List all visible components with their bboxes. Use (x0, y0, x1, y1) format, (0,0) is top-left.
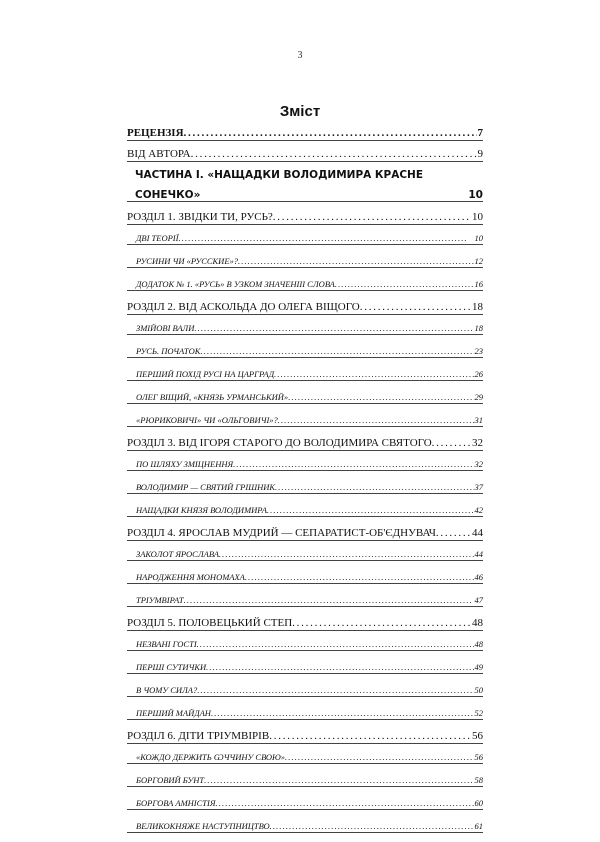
toc-entry-page: 26 (474, 369, 483, 379)
toc-entry-page: 16 (474, 279, 483, 289)
dot-leader (245, 572, 474, 582)
toc-entry-section[interactable] (127, 817, 483, 833)
toc-entry-page: 47 (474, 595, 483, 605)
toc-entry-section[interactable] (127, 658, 483, 674)
dot-leader (197, 685, 473, 695)
toc-entry-section[interactable] (127, 252, 483, 268)
dot-leader (184, 595, 474, 605)
toc-entry-title: РОЗДІЛ 6. ДІТИ ТРІУМВІРІВ (127, 730, 270, 742)
toc-entry-page: 60 (474, 798, 483, 808)
toc-entry-section[interactable] (127, 342, 483, 358)
dot-leader (288, 392, 473, 402)
toc-entry-title: РУСИНИ ЧИ «РУССКИЕ»? (136, 256, 239, 266)
dot-leader (206, 662, 473, 672)
dot-leader (432, 437, 471, 449)
toc-entry-title: БОРГОВА АМНІСТІЯ (136, 798, 216, 808)
dot-leader (436, 527, 471, 539)
toc-entry-page: 37 (474, 482, 483, 492)
toc-entry-title: РОЗДІЛ 5. ПОЛОВЕЦЬКИЙ СТЕП (127, 617, 293, 629)
toc-entry-part[interactable] (127, 167, 483, 202)
toc-entry-title: РОЗДІЛ 4. ЯРОСЛАВ МУДРИЙ — СЕПАРАТИСТ-ОБ'ЄДНУВАЧ (127, 527, 436, 539)
toc-entry-page: 61 (474, 821, 483, 831)
dot-leader (238, 256, 473, 266)
toc-entry-section[interactable] (127, 275, 483, 291)
dot-leader (270, 821, 474, 831)
toc-title: Зміст (279, 103, 321, 120)
dot-leader (275, 482, 474, 492)
dot-leader (278, 415, 474, 425)
dot-leader (269, 730, 471, 742)
part-title-line1: ЧАСТИНА I. «НАЩАДКИ ВОЛОДИМИРА КРАСНЕ (135, 169, 424, 181)
toc-entry-page: 44 (472, 527, 483, 539)
toc-entry-page: 10 (474, 233, 483, 243)
toc-entry-page: 50 (474, 685, 483, 695)
toc-entry-page: 9 (477, 148, 483, 160)
toc-entry-section[interactable] (127, 501, 483, 517)
page-number: 3 (297, 50, 303, 61)
toc-entry-chapter[interactable] (127, 434, 483, 451)
toc-entry-page: 10 (472, 211, 483, 223)
toc-entry-title: ДОДАТОК № 1. «РУСЬ» В УЗКОМ ЗНАЧЕНІІІ СЛОВА (136, 279, 335, 289)
dot-leader (360, 301, 471, 313)
toc-entry-title: В ЧОМУ СИЛА? (136, 685, 198, 695)
toc-entry-title: РОЗДІЛ 2. ВІД АСКОЛЬДА ДО ОЛЕГА ВІЩОГО (127, 301, 360, 313)
toc-entry-page: 42 (474, 505, 483, 515)
dot-leader (194, 323, 473, 333)
toc-entry-page: 7 (477, 127, 483, 139)
dot-leader (335, 279, 474, 289)
toc-entry-page: 10 (468, 189, 483, 201)
toc-entry-page: 32 (472, 437, 483, 449)
toc-entry-title: «РЮРИКОВИЧІ» ЧИ «ОЛЬГОВИЧІ»? (136, 415, 278, 425)
toc-entry-section[interactable] (127, 704, 483, 720)
dot-leader (273, 211, 471, 223)
toc-entry-title: ВОЛОДИМИР — СВЯТИЙ ГРІШНИК (136, 482, 275, 492)
toc-entry-page: 29 (474, 392, 483, 402)
dot-leader (191, 148, 477, 160)
dot-leader (285, 752, 473, 762)
table-of-contents (127, 124, 483, 840)
toc-entry-section[interactable] (127, 681, 483, 697)
chapter-list (127, 208, 483, 833)
toc-entry-title: «КОЖДО ДЕРЖИТЬ ѠЧЧИНУ СВОЮ» (136, 752, 286, 762)
toc-entry-title: НАЩАДКИ КНЯЗЯ ВОЛОДИМИРА (136, 505, 267, 515)
toc-entry-title: ДВІ ТЕОРІЇ (136, 233, 179, 243)
toc-entry-title: РОЗДІЛ 1. ЗВІДКИ ТИ, РУСЬ? (127, 211, 273, 223)
toc-entry-title: ПЕРШИЙ ПОХІД РУСІ НА ЦАРГРАД (136, 369, 275, 379)
dot-leader (215, 798, 473, 808)
toc-entry-section[interactable] (127, 545, 483, 561)
toc-entry-review[interactable] (127, 124, 483, 141)
toc-entry-section[interactable] (127, 568, 483, 584)
toc-entry-section[interactable] (127, 229, 483, 245)
dot-leader (267, 505, 474, 515)
toc-entry-chapter[interactable] (127, 727, 483, 744)
toc-entry-section[interactable] (127, 771, 483, 787)
dot-leader (178, 233, 473, 243)
toc-entry-title: НАРОДЖЕННЯ МОНОМАХА (136, 572, 245, 582)
toc-entry-title: ВІД АВТОРА (127, 148, 191, 160)
toc-entry-title: НЕЗВАНІ ГОСТІ (136, 639, 197, 649)
toc-entry-page: 18 (474, 323, 483, 333)
toc-entry-section[interactable] (127, 635, 483, 651)
toc-entry-author[interactable] (127, 146, 483, 162)
toc-entry-section[interactable] (127, 794, 483, 810)
toc-entry-page: 48 (474, 639, 483, 649)
dot-leader (292, 617, 471, 629)
dot-leader (274, 369, 473, 379)
part-title-line2: СОНЕЧКО» (135, 189, 201, 201)
toc-entry-title: РУСЬ. ПОЧАТОК (136, 346, 201, 356)
toc-entry-section[interactable] (127, 388, 483, 404)
dot-leader (200, 346, 473, 356)
toc-entry-title: ТРІУМВІРАТ (136, 595, 184, 605)
toc-entry-title: ПЕРШИЙ МАЙДАН (136, 708, 211, 718)
toc-entry-title: БОРГОВИЙ БУНТ (136, 775, 205, 785)
toc-entry-chapter[interactable] (127, 614, 483, 631)
dot-leader (184, 127, 477, 139)
toc-entry-page: 46 (474, 572, 483, 582)
dot-leader (204, 775, 473, 785)
toc-entry-page: 23 (474, 346, 483, 356)
dot-leader (233, 459, 473, 469)
toc-entry-title: ПЕРШІ СУТИЧКИ (136, 662, 207, 672)
toc-entry-page: 48 (472, 617, 483, 629)
toc-entry-page: 31 (474, 415, 483, 425)
toc-entry-title: ОЛЕГ ВІЩИЙ, «КНЯЗЬ УРМАНСЬКИЙ» (136, 392, 289, 402)
toc-entry-page: 56 (474, 752, 483, 762)
toc-entry-section[interactable] (127, 748, 483, 764)
toc-entry-page: 52 (474, 708, 483, 718)
dot-leader (211, 708, 474, 718)
toc-entry-page: 58 (474, 775, 483, 785)
toc-entry-title: РЕЦЕНЗІЯ (127, 127, 184, 139)
toc-entry-title: ВЕЛИКОКНЯЖЕ НАСТУПНИЦТВО (136, 821, 270, 831)
toc-entry-title: ЗМІЙОВІ ВАЛИ (136, 323, 195, 333)
toc-entry-chapter[interactable] (127, 208, 483, 225)
toc-entry-page: 18 (472, 301, 483, 313)
toc-entry-section[interactable] (127, 591, 483, 607)
toc-entry-chapter[interactable] (127, 298, 483, 315)
toc-entry-section[interactable] (127, 365, 483, 381)
toc-entry-page: 49 (474, 662, 483, 672)
toc-entry-section[interactable] (127, 478, 483, 494)
toc-entry-title: ЗАКОЛОТ ЯРОСЛАВА (136, 549, 219, 559)
dot-leader (219, 549, 474, 559)
toc-entry-section[interactable] (127, 319, 483, 335)
toc-entry-section[interactable] (127, 411, 483, 427)
toc-entry-page: 32 (474, 459, 483, 469)
toc-entry-page: 44 (474, 549, 483, 559)
toc-entry-page: 56 (472, 730, 483, 742)
toc-entry-section[interactable] (127, 455, 483, 471)
dot-leader (197, 639, 474, 649)
toc-entry-chapter[interactable] (127, 524, 483, 541)
toc-entry-title: РОЗДІЛ 3. ВІД ІГОРЯ СТАРОГО ДО ВОЛОДИМИРА СВЯТОГО (127, 437, 432, 449)
toc-entry-page: 12 (474, 256, 483, 266)
toc-entry-title: ПО ШЛЯХУ ЗМІЦНЕННЯ (136, 459, 234, 469)
